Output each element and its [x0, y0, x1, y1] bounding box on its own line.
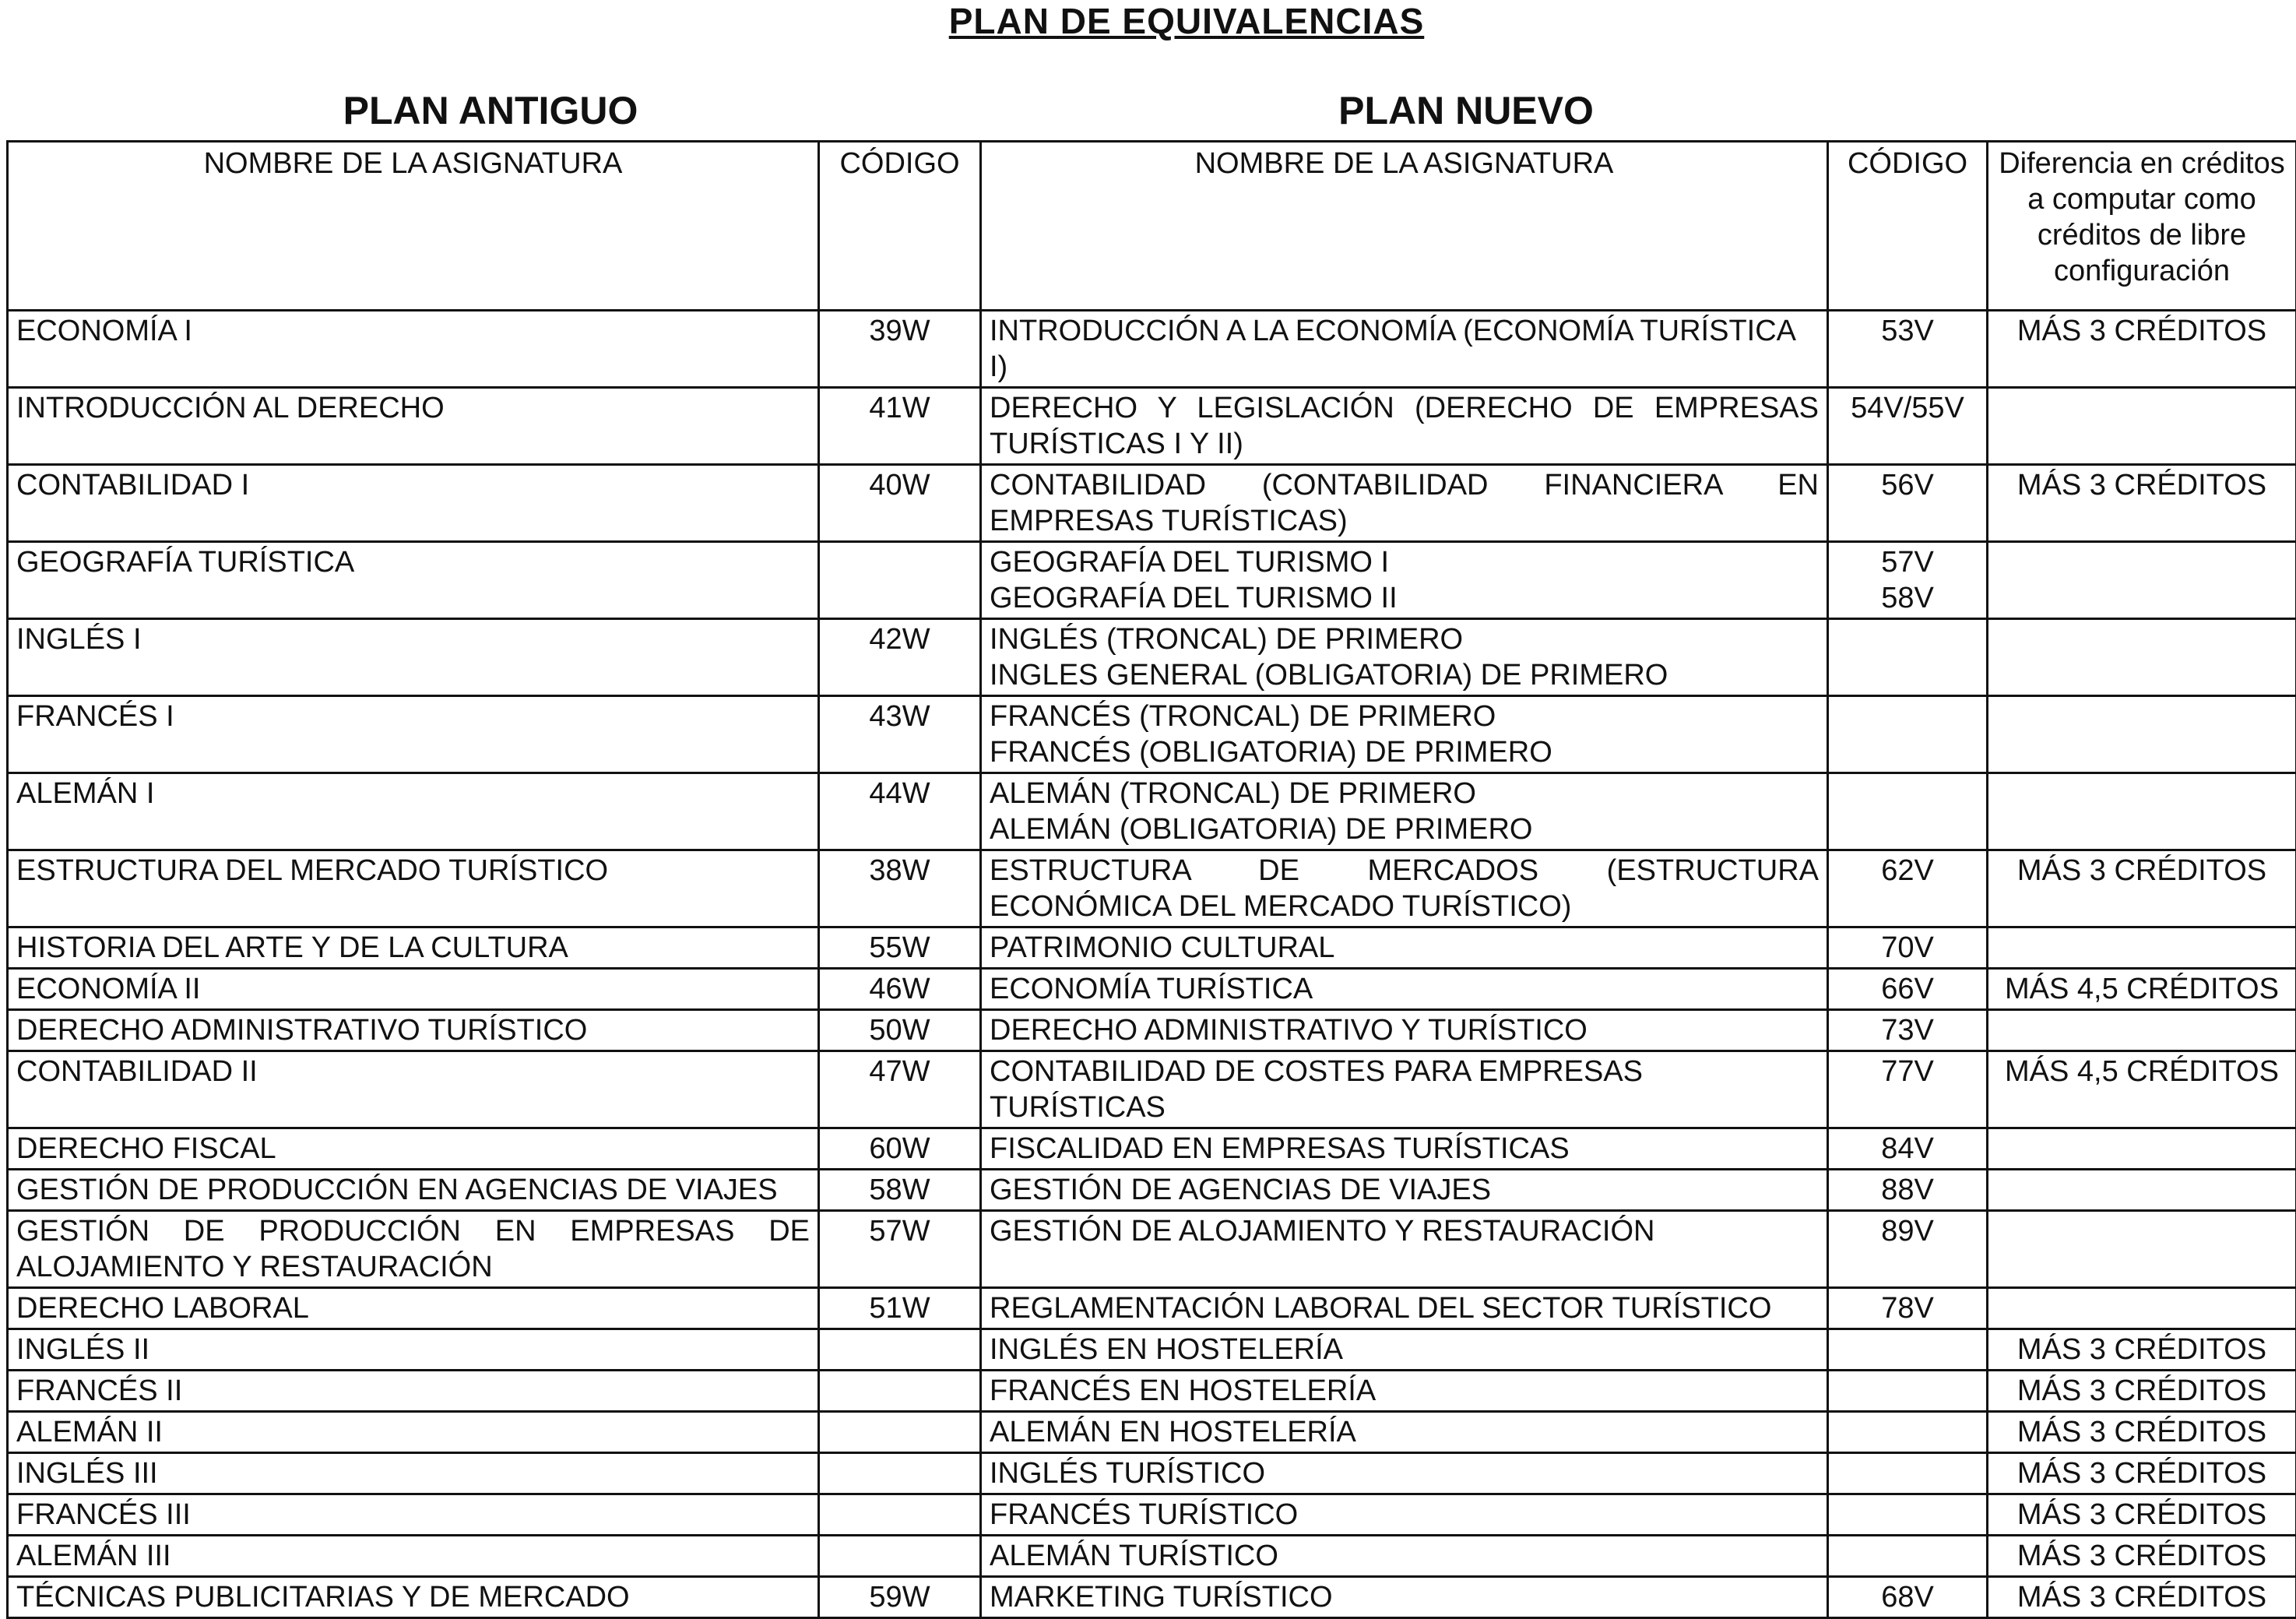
- new-subject-names: [981, 465, 1828, 542]
- new-subject-code: 62V: [1837, 853, 1978, 889]
- new-subject-names: [981, 619, 1828, 696]
- new-subject-codes: [1828, 1412, 1988, 1453]
- new-subject-name: ALEMÁN (OBLIGATORIA) DE PRIMERO: [990, 811, 1819, 847]
- table-row: [8, 619, 2296, 696]
- new-subject-name: GESTIÓN DE AGENCIAS DE VIAJES: [990, 1172, 1819, 1208]
- new-subject-names: [981, 1010, 1828, 1051]
- new-subject-names: [981, 1494, 1828, 1536]
- credit-difference: MÁS 3 CRÉDITOS: [1988, 1494, 2296, 1536]
- new-subject-name: REGLAMENTACIÓN LABORAL DEL SECTOR TURÍSTICO: [990, 1290, 1819, 1326]
- old-subject-code: 40W: [819, 465, 981, 542]
- new-subject-names: [981, 1288, 1828, 1329]
- new-subject-code: 78V: [1837, 1290, 1978, 1326]
- credit-difference: [1988, 1128, 2296, 1170]
- old-subject-name: DERECHO LABORAL: [8, 1288, 819, 1329]
- table-row: [8, 1371, 2296, 1412]
- new-subject-names: [981, 1412, 1828, 1453]
- new-subject-name: FRANCÉS (TRONCAL) DE PRIMERO: [990, 699, 1819, 734]
- credit-difference: MÁS 4,5 CRÉDITOS: [1988, 1051, 2296, 1128]
- old-subject-code: 41W: [819, 388, 981, 465]
- new-subject-names: [981, 1371, 1828, 1412]
- new-subject-name: FRANCÉS TURÍSTICO: [990, 1497, 1819, 1533]
- old-subject-name: ALEMÁN II: [8, 1412, 819, 1453]
- new-subject-names: [981, 542, 1828, 619]
- new-subject-codes: [1828, 542, 1988, 619]
- old-subject-code: [819, 1536, 981, 1577]
- new-subject-name: CONTABILIDAD (CONTABILIDAD FINANCIERA EN EMPRESAS TURÍSTICAS): [990, 467, 1819, 539]
- new-subject-code: 56V: [1837, 467, 1978, 503]
- new-subject-codes: [1828, 1128, 1988, 1170]
- credit-difference: MÁS 3 CRÉDITOS: [1988, 1329, 2296, 1371]
- new-subject-codes: [1828, 1010, 1988, 1051]
- new-subject-code: 54V/55V: [1837, 390, 1978, 426]
- new-subject-name: INTRODUCCIÓN A LA ECONOMÍA (ECONOMÍA TURÍSTICA I): [990, 313, 1819, 385]
- table-row: [8, 542, 2296, 619]
- credit-difference: MÁS 3 CRÉDITOS: [1988, 1453, 2296, 1494]
- new-subject-names: [981, 969, 1828, 1010]
- new-subject-name: FRANCÉS (OBLIGATORIA) DE PRIMERO: [990, 734, 1819, 770]
- new-subject-names: [981, 1536, 1828, 1577]
- table-row: [8, 1128, 2296, 1170]
- credit-difference: [1988, 1170, 2296, 1211]
- old-subject-name: CONTABILIDAD II: [8, 1051, 819, 1128]
- new-subject-name: DERECHO Y LEGISLACIÓN (DERECHO DE EMPRESAS TURÍSTICAS I Y II): [990, 390, 1819, 462]
- document-title: PLAN DE EQUIVALENCIAS: [0, 0, 2296, 42]
- new-subject-codes: [1828, 1288, 1988, 1329]
- table-row: [8, 850, 2296, 927]
- header-credit-difference: Diferencia en créditos a computar como créditos de libre configuración: [1988, 142, 2296, 311]
- old-subject-code: [819, 1329, 981, 1371]
- old-subject-code: 50W: [819, 1010, 981, 1051]
- new-subject-name: CONTABILIDAD DE COSTES PARA EMPRESAS TURÍSTICAS: [990, 1054, 1819, 1125]
- new-subject-codes: [1828, 1453, 1988, 1494]
- credit-difference: [1988, 542, 2296, 619]
- new-subject-code: 77V: [1837, 1054, 1978, 1089]
- old-subject-name: TÉCNICAS PUBLICITARIAS Y DE MERCADO: [8, 1577, 819, 1618]
- old-subject-code: 42W: [819, 619, 981, 696]
- old-subject-name: INGLÉS III: [8, 1453, 819, 1494]
- credit-difference: [1988, 388, 2296, 465]
- table-row: [8, 969, 2296, 1010]
- old-subject-code: 47W: [819, 1051, 981, 1128]
- old-subject-code: 59W: [819, 1577, 981, 1618]
- old-subject-name: FRANCÉS I: [8, 696, 819, 773]
- header-old-code: CÓDIGO: [819, 142, 981, 311]
- new-subject-code: 73V: [1837, 1012, 1978, 1048]
- new-subject-codes: [1828, 1494, 1988, 1536]
- credit-difference: [1988, 1010, 2296, 1051]
- credit-difference: MÁS 3 CRÉDITOS: [1988, 1577, 2296, 1618]
- old-subject-name: ESTRUCTURA DEL MERCADO TURÍSTICO: [8, 850, 819, 927]
- old-subject-code: [819, 542, 981, 619]
- old-subject-name: ALEMÁN III: [8, 1536, 819, 1577]
- old-subject-code: 44W: [819, 773, 981, 850]
- table-header-row: [8, 142, 2296, 311]
- new-subject-codes: [1828, 311, 1988, 388]
- header-new-code: CÓDIGO: [1828, 142, 1988, 311]
- new-subject-name: GESTIÓN DE ALOJAMIENTO Y RESTAURACIÓN: [990, 1213, 1819, 1249]
- new-subject-codes: [1828, 619, 1988, 696]
- table-row: [8, 1051, 2296, 1128]
- new-subject-code: 66V: [1837, 971, 1978, 1007]
- new-subject-name: FRANCÉS EN HOSTELERÍA: [990, 1373, 1819, 1409]
- new-subject-codes: [1828, 1211, 1988, 1288]
- credit-difference: MÁS 4,5 CRÉDITOS: [1988, 969, 2296, 1010]
- new-subject-name: ALEMÁN (TRONCAL) DE PRIMERO: [990, 776, 1819, 811]
- header-new-subject-name: NOMBRE DE LA ASIGNATURA: [981, 142, 1828, 311]
- old-subject-code: [819, 1371, 981, 1412]
- old-subject-code: 60W: [819, 1128, 981, 1170]
- old-subject-code: [819, 1494, 981, 1536]
- old-subject-code: 38W: [819, 850, 981, 927]
- old-subject-name: ECONOMÍA II: [8, 969, 819, 1010]
- old-subject-name: GESTIÓN DE PRODUCCIÓN EN AGENCIAS DE VIAJES: [8, 1170, 819, 1211]
- old-subject-name: GEOGRAFÍA TURÍSTICA: [8, 542, 819, 619]
- table-row: [8, 927, 2296, 969]
- new-subject-name: DERECHO ADMINISTRATIVO Y TURÍSTICO: [990, 1012, 1819, 1048]
- new-subject-names: [981, 1128, 1828, 1170]
- new-subject-name: GEOGRAFÍA DEL TURISMO I: [990, 544, 1819, 580]
- new-subject-name: GEOGRAFÍA DEL TURISMO II: [990, 580, 1819, 616]
- new-subject-code: 70V: [1837, 930, 1978, 966]
- new-subject-codes: [1828, 850, 1988, 927]
- new-subject-names: [981, 1577, 1828, 1618]
- new-subject-code: 58V: [1837, 580, 1978, 616]
- new-subject-code: 57V: [1837, 544, 1978, 580]
- new-subject-names: [981, 773, 1828, 850]
- new-subject-name: PATRIMONIO CULTURAL: [990, 930, 1819, 966]
- new-subject-codes: [1828, 1577, 1988, 1618]
- header-old-subject-name: NOMBRE DE LA ASIGNATURA: [8, 142, 819, 311]
- new-subject-code: 89V: [1837, 1213, 1978, 1249]
- old-subject-code: [819, 1453, 981, 1494]
- new-subject-codes: [1828, 927, 1988, 969]
- old-subject-name: HISTORIA DEL ARTE Y DE LA CULTURA: [8, 927, 819, 969]
- new-subject-name: INGLÉS TURÍSTICO: [990, 1455, 1819, 1491]
- table-row: [8, 773, 2296, 850]
- new-subject-codes: [1828, 1371, 1988, 1412]
- equivalence-table: [6, 140, 2296, 1619]
- new-subject-names: [981, 388, 1828, 465]
- credit-difference: [1988, 696, 2296, 773]
- old-subject-name: ECONOMÍA I: [8, 311, 819, 388]
- table-row: [8, 311, 2296, 388]
- new-subject-codes: [1828, 1536, 1988, 1577]
- new-subject-name: INGLÉS (TRONCAL) DE PRIMERO: [990, 621, 1819, 657]
- new-subject-codes: [1828, 773, 1988, 850]
- table-row: [8, 1536, 2296, 1577]
- new-subject-names: [981, 311, 1828, 388]
- old-subject-code: 55W: [819, 927, 981, 969]
- new-subject-names: [981, 696, 1828, 773]
- new-subject-code: 68V: [1837, 1579, 1978, 1615]
- old-subject-name: INGLÉS II: [8, 1329, 819, 1371]
- new-subject-names: [981, 1329, 1828, 1371]
- new-subject-names: [981, 850, 1828, 927]
- table-row: [8, 1211, 2296, 1288]
- table-row: [8, 1412, 2296, 1453]
- new-subject-name: INGLÉS EN HOSTELERÍA: [990, 1332, 1819, 1367]
- old-subject-code: 51W: [819, 1288, 981, 1329]
- old-subject-name: FRANCÉS III: [8, 1494, 819, 1536]
- new-subject-names: [981, 1051, 1828, 1128]
- old-subject-name: INGLÉS I: [8, 619, 819, 696]
- new-subject-codes: [1828, 388, 1988, 465]
- new-subject-name: ESTRUCTURA DE MERCADOS (ESTRUCTURA ECONÓMICA DEL MERCADO TURÍSTICO): [990, 853, 1819, 924]
- credit-difference: MÁS 3 CRÉDITOS: [1988, 1412, 2296, 1453]
- new-subject-codes: [1828, 1329, 1988, 1371]
- table-row: [8, 1453, 2296, 1494]
- credit-difference: MÁS 3 CRÉDITOS: [1988, 311, 2296, 388]
- old-subject-code: 39W: [819, 311, 981, 388]
- old-subject-code: 46W: [819, 969, 981, 1010]
- new-subject-names: [981, 927, 1828, 969]
- old-subject-name: INTRODUCCIÓN AL DERECHO: [8, 388, 819, 465]
- old-subject-name: ALEMÁN I: [8, 773, 819, 850]
- table-row: [8, 1494, 2296, 1536]
- old-subject-name: DERECHO FISCAL: [8, 1128, 819, 1170]
- table-row: [8, 465, 2296, 542]
- new-subject-names: [981, 1453, 1828, 1494]
- new-subject-codes: [1828, 969, 1988, 1010]
- table-row: [8, 388, 2296, 465]
- old-subject-name: FRANCÉS II: [8, 1371, 819, 1412]
- table-row: [8, 1329, 2296, 1371]
- credit-difference: [1988, 619, 2296, 696]
- new-subject-code: 53V: [1837, 313, 1978, 349]
- table-row: [8, 1170, 2296, 1211]
- new-subject-name: ECONOMÍA TURÍSTICA: [990, 971, 1819, 1007]
- old-subject-name: DERECHO ADMINISTRATIVO TURÍSTICO: [8, 1010, 819, 1051]
- credit-difference: [1988, 1288, 2296, 1329]
- old-subject-name: GESTIÓN DE PRODUCCIÓN EN EMPRESAS DE ALOJAMIENTO Y RESTAURACIÓN: [8, 1211, 819, 1288]
- new-subject-codes: [1828, 465, 1988, 542]
- credit-difference: [1988, 773, 2296, 850]
- credit-difference: MÁS 3 CRÉDITOS: [1988, 1536, 2296, 1577]
- table-row: [8, 1010, 2296, 1051]
- new-subject-name: ALEMÁN EN HOSTELERÍA: [990, 1414, 1819, 1450]
- old-subject-name: CONTABILIDAD I: [8, 465, 819, 542]
- credit-difference: MÁS 3 CRÉDITOS: [1988, 1371, 2296, 1412]
- new-subject-names: [981, 1170, 1828, 1211]
- new-subject-name: FISCALIDAD EN EMPRESAS TURÍSTICAS: [990, 1131, 1819, 1167]
- section-heading-new-plan: PLAN NUEVO: [979, 88, 1953, 133]
- section-heading-old-plan: PLAN ANTIGUO: [8, 88, 973, 133]
- old-subject-code: 43W: [819, 696, 981, 773]
- credit-difference: [1988, 927, 2296, 969]
- credit-difference: [1988, 1211, 2296, 1288]
- new-subject-name: ALEMÁN TURÍSTICO: [990, 1538, 1819, 1574]
- table-row: [8, 1577, 2296, 1618]
- credit-difference: MÁS 3 CRÉDITOS: [1988, 850, 2296, 927]
- old-subject-code: 57W: [819, 1211, 981, 1288]
- new-subject-codes: [1828, 696, 1988, 773]
- new-subject-code: 88V: [1837, 1172, 1978, 1208]
- new-subject-name: INGLES GENERAL (OBLIGATORIA) DE PRIMERO: [990, 657, 1819, 693]
- new-subject-codes: [1828, 1051, 1988, 1128]
- table-body: [8, 311, 2296, 1618]
- table-row: [8, 696, 2296, 773]
- credit-difference: MÁS 3 CRÉDITOS: [1988, 465, 2296, 542]
- table-row: [8, 1288, 2296, 1329]
- new-subject-names: [981, 1211, 1828, 1288]
- new-subject-code: 84V: [1837, 1131, 1978, 1167]
- old-subject-code: 58W: [819, 1170, 981, 1211]
- old-subject-code: [819, 1412, 981, 1453]
- new-subject-codes: [1828, 1170, 1988, 1211]
- new-subject-name: MARKETING TURÍSTICO: [990, 1579, 1819, 1615]
